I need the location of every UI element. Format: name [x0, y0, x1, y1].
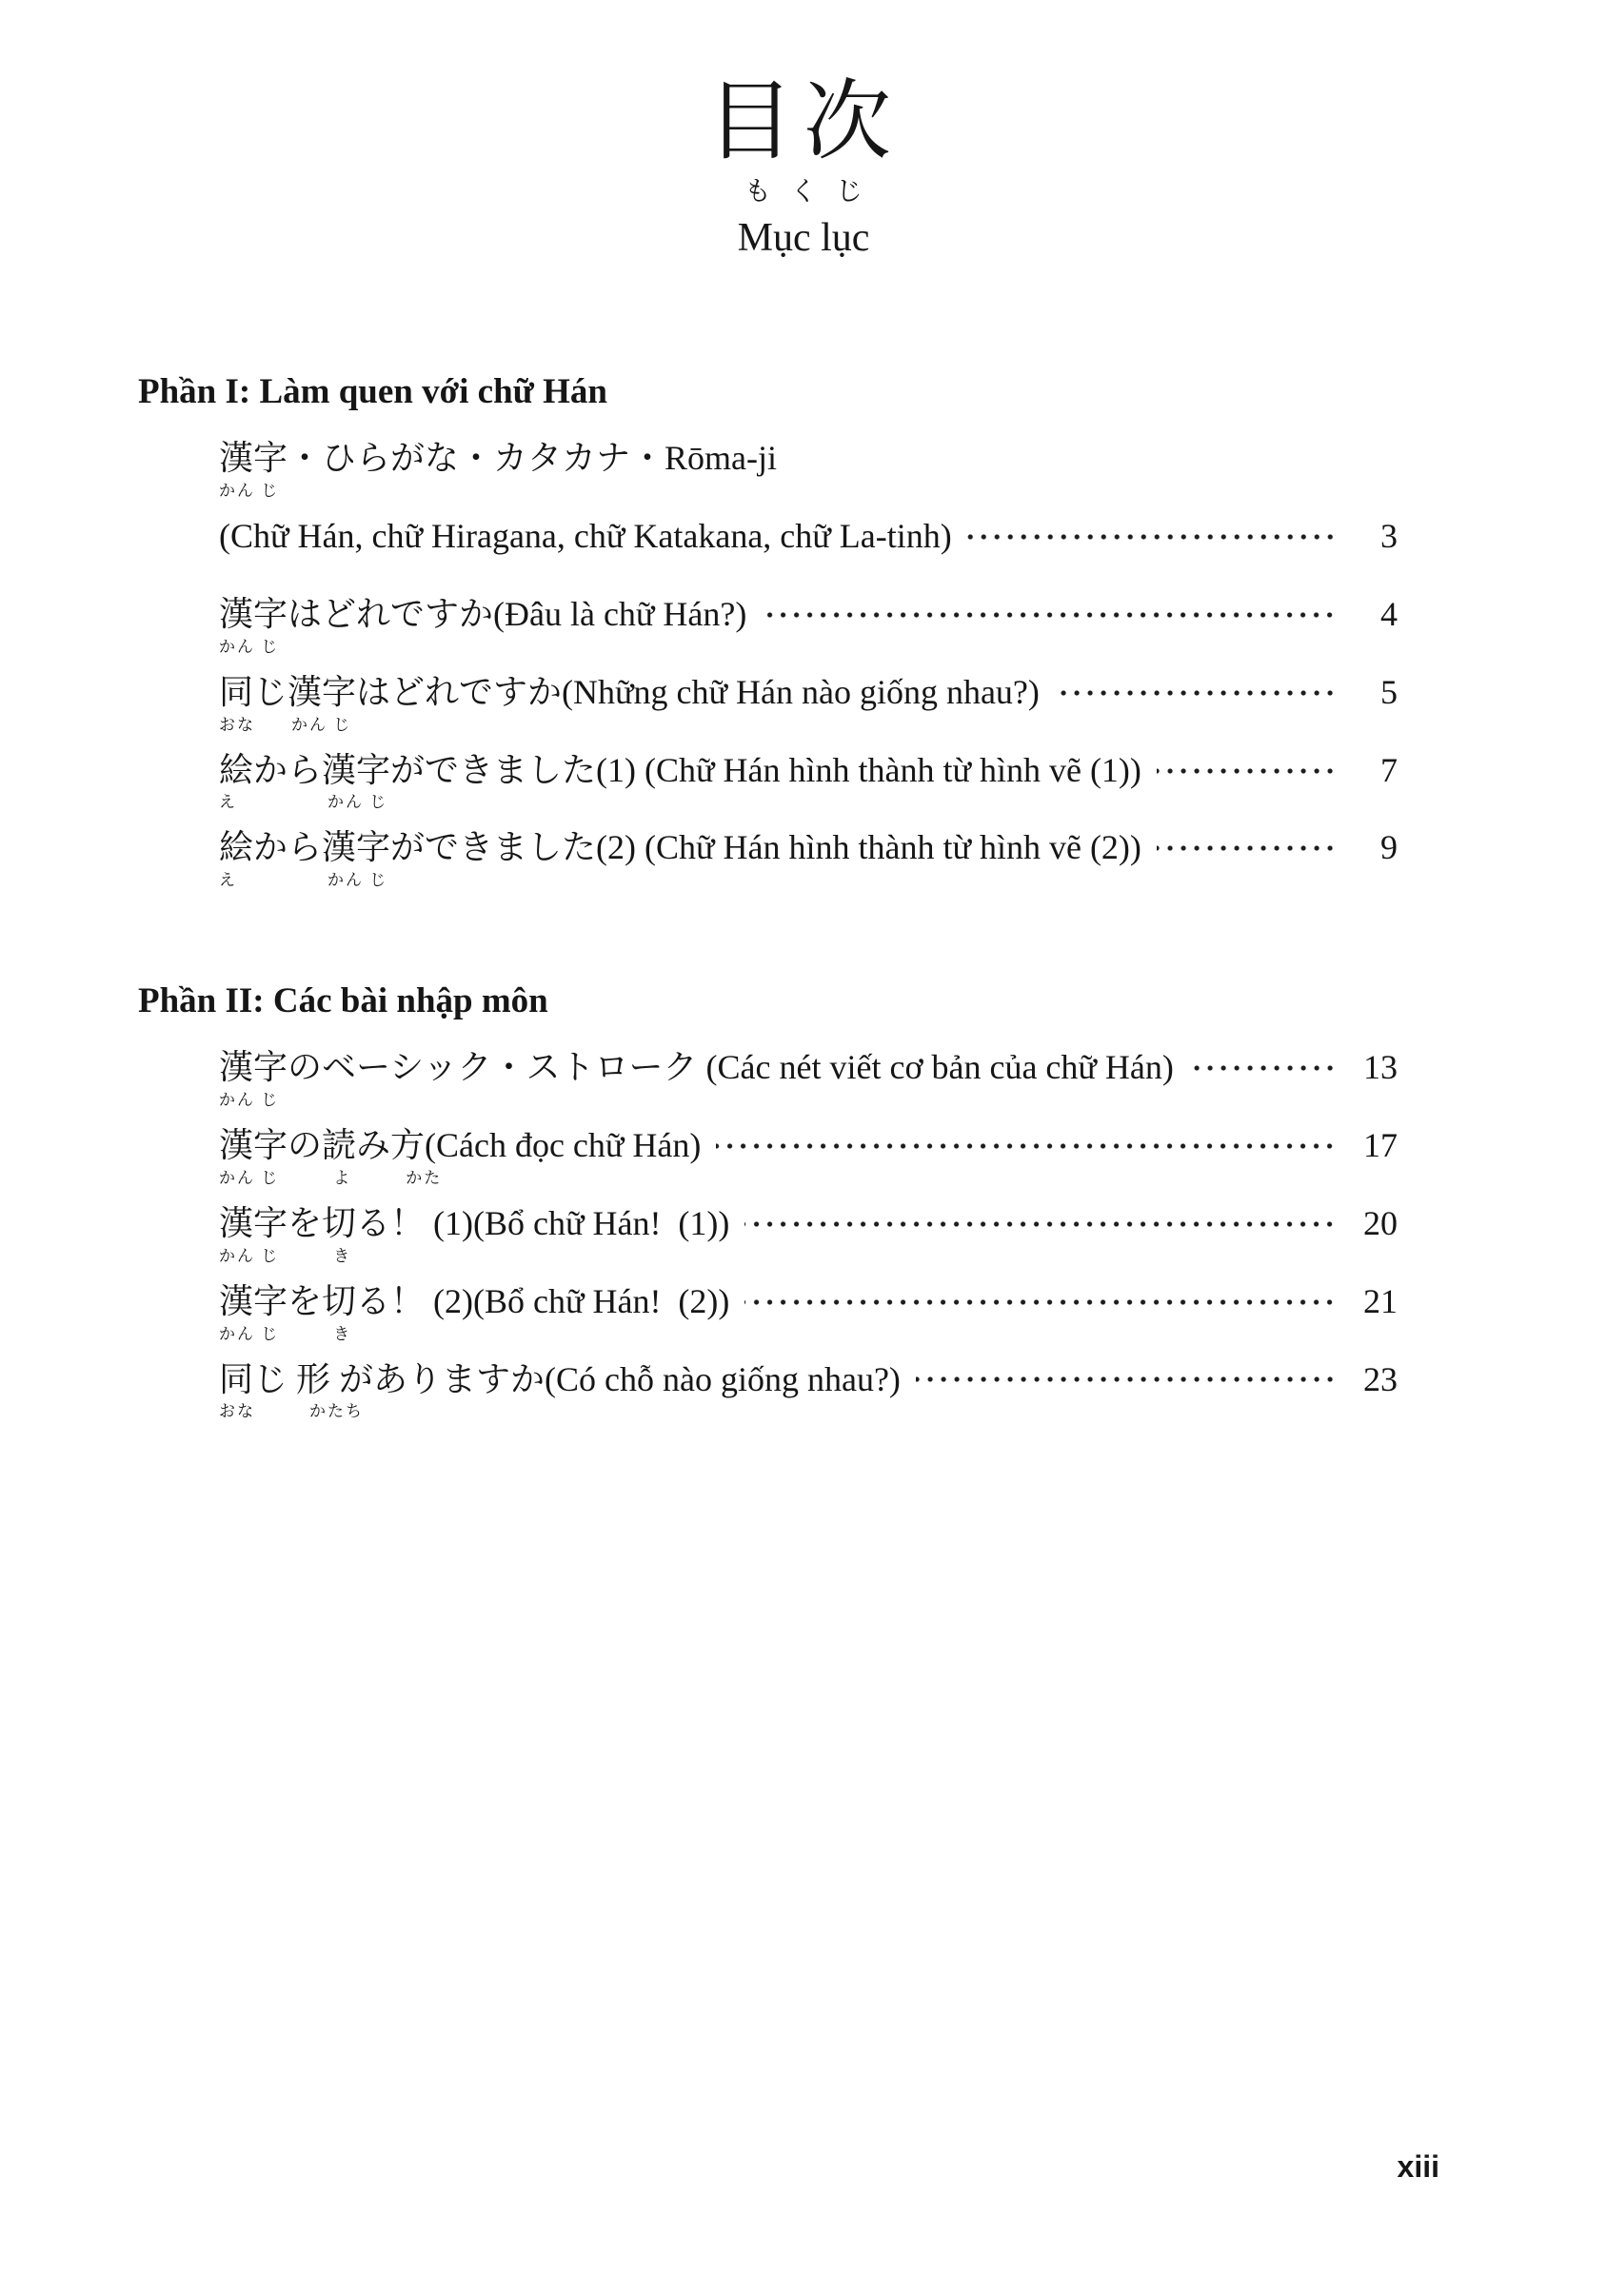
- toc-entry: [219, 516, 1398, 583]
- toc-entry-text: 絵から漢字ができました(1) (Chữ Hán hình thành từ hình vẽ (1)): [219, 750, 1141, 789]
- toc-entry-page-number: 21: [1363, 1281, 1398, 1320]
- toc-entry-line: [219, 750, 1398, 792]
- dot-leader: [1055, 677, 1337, 709]
- toc-entry-line: [219, 1359, 1398, 1401]
- toc-entry-text: 漢字を切る！ (2)(Bổ chữ Hán! (2)): [219, 1281, 730, 1320]
- toc-entry-line: [219, 438, 1398, 480]
- toc-entry-page-number: 17: [1363, 1125, 1398, 1164]
- dot-leader: [744, 1286, 1337, 1318]
- section-heading: Phần I: Làm quen với chữ Hán: [138, 372, 607, 412]
- toc-entry-text: 絵から漢字ができました(2) (Chữ Hán hình thành từ hình vẽ (2)): [219, 828, 1141, 867]
- furigana-text: [219, 558, 1398, 583]
- dot-leader: [716, 1130, 1337, 1162]
- dot-leader: [967, 521, 1337, 553]
- toc-entry-page-number: 3: [1380, 516, 1398, 555]
- furigana-text: おな かたち: [219, 1402, 364, 1421]
- furigana-text: かん じ: [219, 637, 280, 656]
- toc-entry: [219, 672, 1398, 739]
- toc-entry: [219, 1203, 1398, 1270]
- furigana-text: かん じ き: [219, 1324, 352, 1343]
- toc-entry-page-number: 7: [1380, 750, 1398, 789]
- dot-leader: [1189, 1052, 1337, 1084]
- toc-entry-text: 同じ 形 がありますか(Có chỗ nào giống nhau?): [219, 1359, 901, 1398]
- page-folio-number: xiii: [1397, 2149, 1439, 2184]
- furigana-text: かん じ: [219, 1090, 280, 1109]
- page-title-vietnamese: Mục lục: [737, 216, 870, 261]
- page-title-furigana: もくじ: [744, 177, 882, 208]
- toc-entry-line: [219, 1047, 1398, 1089]
- page-title-kanji: 目次: [705, 73, 901, 170]
- toc-entry: [219, 750, 1398, 817]
- toc-entry-page-number: 23: [1363, 1359, 1398, 1398]
- section-part-2: [138, 981, 1398, 1425]
- furigana-text: え かん じ: [219, 871, 388, 890]
- furigana-text: え かん じ: [219, 793, 388, 812]
- toc-entry-page-number: 20: [1363, 1203, 1398, 1242]
- dot-leader: [1157, 755, 1337, 787]
- toc-entry-text: 漢字のベーシック・ストローク (Các nét viết cơ bản của chữ Hán): [219, 1047, 1174, 1086]
- toc-entry-text: 漢字を切る！ (1)(Bổ chữ Hán! (1)): [219, 1203, 730, 1242]
- toc-entry-page-number: 5: [1380, 672, 1398, 711]
- toc-entry: [219, 827, 1398, 894]
- toc-entry: [219, 1281, 1398, 1348]
- dot-leader: [762, 599, 1337, 631]
- toc-entry: [219, 594, 1398, 661]
- toc-entry-text: 漢字の読み方(Cách đọc chữ Hán): [219, 1125, 702, 1164]
- toc-entry-text: (Chữ Hán, chữ Hiragana, chữ Katakana, chữ La-tinh): [219, 516, 952, 555]
- furigana-text: おな かん じ: [219, 715, 352, 734]
- section-entries: [138, 438, 1398, 894]
- toc-entry: [219, 1125, 1398, 1192]
- furigana-text: かん じ き: [219, 1246, 352, 1265]
- toc-entry-text: 漢字・ひらがな・カタカナ・Rōma-ji: [219, 438, 777, 477]
- toc-entry-line: [219, 1125, 1398, 1167]
- title-block: [0, 0, 1607, 260]
- dot-leader: [744, 1208, 1337, 1240]
- toc-content: [138, 372, 1398, 1425]
- furigana-text: かん じ: [219, 481, 280, 500]
- toc-entry: [219, 1047, 1398, 1114]
- section-part-1: [138, 372, 1398, 894]
- section-heading: Phần II: Các bài nhập môn: [138, 981, 548, 1021]
- toc-entry-line: [219, 1203, 1398, 1245]
- toc-entry-line: [219, 1281, 1398, 1323]
- dot-leader: [916, 1363, 1337, 1395]
- toc-entry-line: [219, 827, 1398, 869]
- furigana-text: かん じ よ かた: [219, 1168, 443, 1187]
- toc-entry-line: [219, 672, 1398, 714]
- toc-entry-page-number: 9: [1380, 828, 1398, 867]
- toc-entry-page-number: 4: [1380, 594, 1398, 633]
- toc-entry: [219, 1359, 1398, 1426]
- dot-leader: [1157, 832, 1337, 864]
- section-entries: [138, 1047, 1398, 1426]
- toc-entry-line: [219, 516, 1398, 558]
- toc-entry-text: 漢字はどれですか(Đâu là chữ Hán?): [219, 594, 747, 633]
- toc-entry: [219, 438, 1398, 505]
- toc-entry-page-number: 13: [1363, 1047, 1398, 1086]
- toc-entry-text: 同じ漢字はどれですか(Những chữ Hán nào giống nhau?): [219, 672, 1040, 711]
- toc-entry-line: [219, 594, 1398, 636]
